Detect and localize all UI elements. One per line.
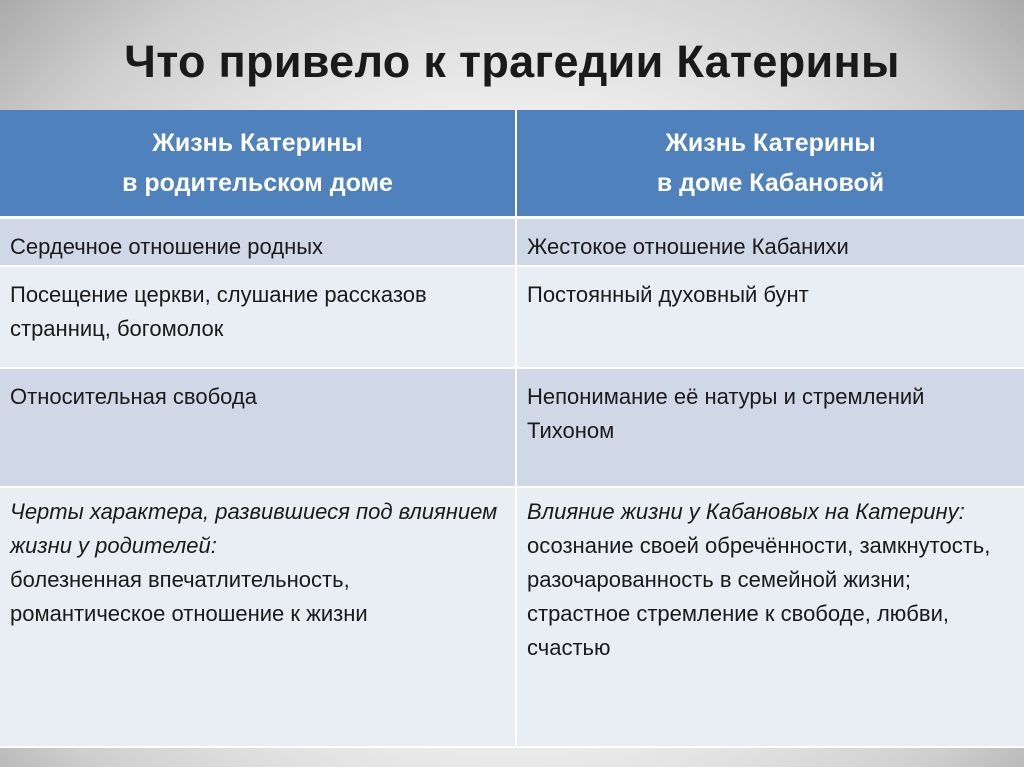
cell-right: Непонимание её натуры и стремлений Тихоном bbox=[516, 368, 1024, 487]
header-kabanova-line1: Жизнь Катерины bbox=[665, 129, 876, 157]
table-row bbox=[0, 266, 1024, 368]
header-parents-line1: Жизнь Катерины bbox=[152, 129, 363, 157]
cell-left-traits bbox=[0, 487, 516, 747]
slide-title: Что привело к трагедии Катерины bbox=[124, 36, 900, 87]
cell-right: Постоянный духовный бунт bbox=[516, 266, 1024, 368]
traits-title: Черты характера, развившиеся под влиянием жизни у родителей: bbox=[10, 499, 498, 558]
cell-left: Относительная свобода bbox=[0, 368, 516, 487]
table-row bbox=[0, 218, 1024, 267]
table-row bbox=[0, 487, 1024, 747]
traits-text: болезненная впечатлительность, романтическое отношение к жизни bbox=[10, 567, 368, 626]
header-kabanova-home bbox=[516, 110, 1024, 218]
header-parents-line2: в родительском доме bbox=[122, 169, 393, 197]
cell-left: Сердечное отношение родных bbox=[0, 218, 516, 267]
cell-left: Посещение церкви, слушание рассказов странниц, богомолок bbox=[0, 266, 516, 368]
table-row bbox=[0, 368, 1024, 487]
cell-right-influence bbox=[516, 487, 1024, 747]
header-kabanova-line2: в доме Кабановой bbox=[656, 169, 885, 197]
comparison-table bbox=[0, 110, 1024, 748]
cell-right: Жестокое отношение Кабанихи bbox=[516, 218, 1024, 267]
influence-title: Влияние жизни у Кабановых на Катерину: bbox=[527, 499, 965, 524]
table-header-row bbox=[0, 110, 1024, 218]
influence-text: осознание своей обречённости, замкнутость, разочарованность в семейной жизни; страстное стремление к свободе, любви, счастью bbox=[527, 533, 991, 660]
header-parents-home bbox=[0, 110, 516, 218]
